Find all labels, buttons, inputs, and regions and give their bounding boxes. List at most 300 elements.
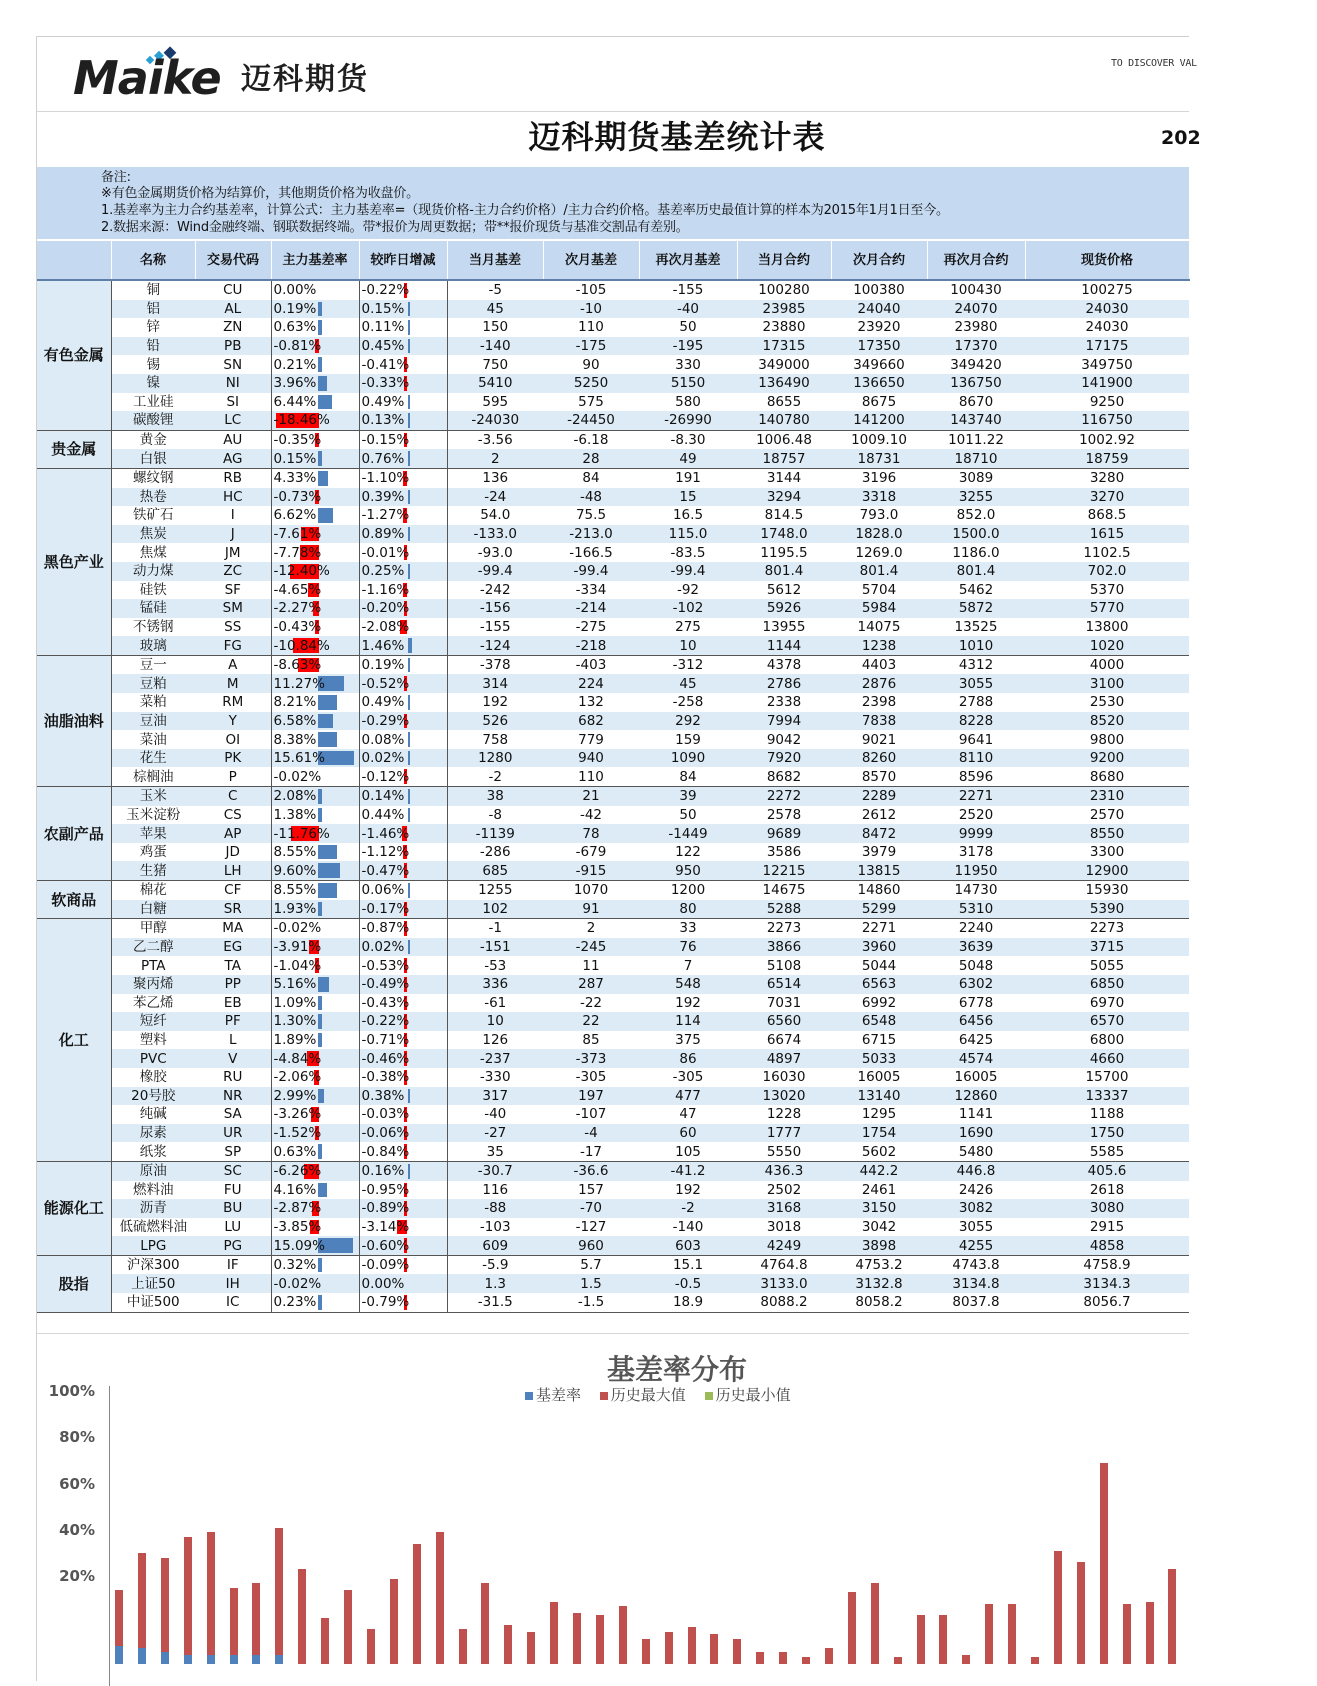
value-cell: 224 xyxy=(578,675,604,692)
value-cell: 78 xyxy=(582,825,600,842)
value-cell: 446.8 xyxy=(956,1163,996,1180)
value-cell: 7920 xyxy=(766,750,802,767)
value-cell: -6.18 xyxy=(573,432,609,449)
hist-max-bar xyxy=(321,1618,329,1664)
daily-change-bar xyxy=(408,451,410,466)
daily-change-cell xyxy=(359,938,447,957)
value-cell: 116750 xyxy=(1025,411,1189,430)
daily-change-bar xyxy=(408,638,412,653)
value-cell: 349000 xyxy=(758,356,810,373)
code-cell: CS xyxy=(195,806,271,825)
hist-max-bar xyxy=(962,1655,970,1664)
basis-rate-value: 1.89% xyxy=(273,1032,317,1049)
basis-rate-value: 1.38% xyxy=(273,806,317,823)
daily-change-value: -0.22% xyxy=(361,1013,410,1030)
value-cell: 86 xyxy=(679,1050,697,1067)
value-cell: -24030 xyxy=(447,411,543,430)
basis-rate-cell xyxy=(271,393,359,412)
basis-rate-value: 15.09% xyxy=(273,1237,325,1254)
basis-rate-bar xyxy=(207,1655,215,1664)
value-cell: 1269.0 xyxy=(855,544,903,561)
table-row xyxy=(37,900,1189,919)
daily-change-cell xyxy=(359,506,447,525)
value-cell: 115.0 xyxy=(668,526,708,543)
basis-rate-value: 2.99% xyxy=(273,1087,317,1104)
value-cell: 3178 xyxy=(958,844,994,861)
basis-rate-cell xyxy=(271,525,359,544)
daily-change-cell xyxy=(359,900,447,919)
hist-max-bar xyxy=(665,1632,673,1664)
basis-rate-value: 0.15% xyxy=(273,450,317,467)
brand-name-en: Maike xyxy=(73,51,221,105)
value-cell: -88 xyxy=(484,1200,507,1217)
basis-distribution-chart xyxy=(37,1333,1189,1682)
table-row xyxy=(37,525,1189,544)
table-row xyxy=(37,975,1189,994)
daily-change-cell xyxy=(359,1087,447,1106)
basis-rate-cell xyxy=(271,1293,359,1312)
basis-rate-cell xyxy=(271,693,359,712)
table-row xyxy=(37,861,1189,880)
value-cell: 292 xyxy=(675,712,701,729)
value-cell: 2273 xyxy=(1089,920,1125,937)
value-cell: 3082 xyxy=(958,1200,994,1217)
daily-change-value: -2.08% xyxy=(361,618,410,635)
value-cell: 136 xyxy=(482,470,509,487)
value-cell: -61 xyxy=(484,994,507,1011)
value-cell: 3133.0 xyxy=(760,1275,808,1292)
value-cell: 18.9 xyxy=(639,1293,737,1312)
value-cell: 405.6 xyxy=(1087,1163,1127,1180)
basis-rate-cell xyxy=(271,468,359,487)
value-cell: -140 xyxy=(672,1218,704,1235)
daily-change-value: 0.45% xyxy=(361,338,405,355)
code-cell: RU xyxy=(195,1068,271,1087)
table-row xyxy=(37,337,1189,356)
basis-rate-value: -10.84% xyxy=(273,637,330,654)
hist-max-bar xyxy=(252,1583,260,1664)
name-cell: 热卷 xyxy=(111,488,195,507)
daily-change-bar xyxy=(408,339,410,354)
column-header: 再次月合约 xyxy=(927,241,1025,280)
value-cell: 3055 xyxy=(958,1218,994,1235)
basis-rate-cell xyxy=(271,1161,359,1180)
value-cell: -26990 xyxy=(639,411,737,430)
daily-change-cell xyxy=(359,1181,447,1200)
table-row xyxy=(37,712,1189,731)
name-cell: 纸浆 xyxy=(111,1142,195,1161)
table-row xyxy=(37,543,1189,562)
name-cell: 苹果 xyxy=(111,824,195,843)
value-cell: 4000 xyxy=(1089,657,1125,674)
value-cell: -245 xyxy=(575,939,607,956)
name-cell: 聚丙烯 xyxy=(111,975,195,994)
basis-rate-bar xyxy=(184,1655,192,1664)
value-cell: 275 xyxy=(675,618,701,635)
basis-rate-bar xyxy=(318,902,322,917)
basis-rate-cell xyxy=(271,1218,359,1237)
daily-change-value: -0.41% xyxy=(361,356,410,373)
value-cell: 595 xyxy=(482,393,509,410)
daily-change-cell xyxy=(359,824,447,843)
daily-change-value: 0.39% xyxy=(361,488,405,505)
value-cell: 143740 xyxy=(927,411,1025,430)
basis-rate-value: -2.87% xyxy=(273,1200,322,1217)
note-line: ※有色金属期货价格为结算价，其他期货价格为收盘价。 xyxy=(101,186,419,201)
basis-rate-cell xyxy=(271,994,359,1013)
hist-max-bar xyxy=(275,1528,283,1664)
table-row xyxy=(37,1293,1189,1312)
value-cell: -17 xyxy=(543,1142,639,1161)
daily-change-value: -0.71% xyxy=(361,1032,410,1049)
daily-change-cell xyxy=(359,994,447,1013)
hist-max-bar xyxy=(436,1532,444,1664)
value-cell: 1750 xyxy=(1089,1125,1125,1142)
name-cell: 螺纹钢 xyxy=(111,468,195,487)
daily-change-cell xyxy=(359,300,447,319)
value-cell: -10 xyxy=(579,300,603,317)
name-cell: 鸡蛋 xyxy=(111,843,195,862)
value-cell: 8228 xyxy=(958,712,994,729)
basis-rate-bar xyxy=(318,714,333,729)
value-cell: 3150 xyxy=(861,1200,897,1217)
basis-rate-value: 9.60% xyxy=(273,862,317,879)
value-cell: 3866 xyxy=(766,939,802,956)
daily-change-cell xyxy=(359,1105,447,1124)
value-cell: 1144 xyxy=(737,636,831,655)
hist-max-bar xyxy=(184,1537,192,1664)
value-cell: 2 xyxy=(586,920,596,937)
basis-rate-value: 0.23% xyxy=(273,1294,317,1311)
name-cell: 锰硅 xyxy=(111,599,195,618)
code-cell: SF xyxy=(195,581,271,600)
name-cell: 低硫燃料油 xyxy=(111,1218,195,1237)
y-tick-label: 100% xyxy=(48,1382,95,1400)
name-cell: 沪深300 xyxy=(111,1255,195,1274)
value-cell: 3979 xyxy=(861,844,897,861)
value-cell: 114 xyxy=(675,1013,701,1030)
basis-rate-value: 2.08% xyxy=(273,788,317,805)
daily-change-cell xyxy=(359,337,447,356)
value-cell: 90 xyxy=(582,356,600,373)
category-cell: 贵金属 xyxy=(37,430,111,468)
value-cell: 105 xyxy=(639,1142,737,1161)
value-cell: 1.3 xyxy=(484,1275,506,1292)
basis-rate-cell xyxy=(271,636,359,655)
value-cell: 960 xyxy=(543,1236,639,1255)
code-cell: LC xyxy=(195,411,271,430)
table-row xyxy=(37,449,1189,468)
value-cell: 39 xyxy=(679,788,697,805)
value-cell: 2570 xyxy=(1089,806,1125,823)
value-cell: 3715 xyxy=(1089,939,1125,956)
value-cell: 9689 xyxy=(766,825,802,842)
code-cell: RM xyxy=(195,693,271,712)
basis-rate-cell xyxy=(271,488,359,507)
basis-rate-cell xyxy=(271,900,359,919)
value-cell: -5 xyxy=(488,282,502,299)
daily-change-value: 0.16% xyxy=(361,1163,405,1180)
value-cell: 12900 xyxy=(1025,861,1189,880)
basis-rate-value: -11.76% xyxy=(273,825,330,842)
value-cell: 6425 xyxy=(958,1032,994,1049)
value-cell: 21 xyxy=(582,788,600,805)
value-cell: 5410 xyxy=(478,375,513,392)
value-cell: 5370 xyxy=(1089,581,1125,598)
daily-change-cell xyxy=(359,1274,447,1293)
y-tick-label: 40% xyxy=(59,1521,95,1539)
value-cell: 314 xyxy=(482,675,509,692)
table-row xyxy=(37,1181,1189,1200)
name-cell: 纯碱 xyxy=(111,1105,195,1124)
basis-rate-cell xyxy=(271,1087,359,1106)
basis-rate-value: -2.06% xyxy=(273,1069,322,1086)
daily-change-value: 0.06% xyxy=(361,882,405,899)
value-cell: -305 xyxy=(672,1069,704,1086)
value-cell: 8655 xyxy=(766,393,802,410)
table-row xyxy=(37,411,1189,430)
value-cell: 24070 xyxy=(954,300,998,317)
table-row xyxy=(37,1161,1189,1180)
value-cell: 1090 xyxy=(670,750,706,767)
value-cell: 91 xyxy=(543,900,639,919)
value-cell: 2461 xyxy=(861,1181,897,1198)
value-cell: 3134.3 xyxy=(1083,1275,1131,1292)
code-cell: M xyxy=(195,674,271,693)
category-cell: 股指 xyxy=(37,1255,111,1312)
daily-change-cell xyxy=(359,674,447,693)
value-cell: 13800 xyxy=(1085,618,1129,635)
basis-rate-cell xyxy=(271,1068,359,1087)
daily-change-value: -0.17% xyxy=(361,900,410,917)
value-cell: 54.0 xyxy=(480,507,511,524)
value-cell: 9999 xyxy=(958,825,994,842)
value-cell: -258 xyxy=(672,694,704,711)
value-cell: -312 xyxy=(672,657,704,674)
value-cell: -140 xyxy=(479,338,511,355)
hist-max-bar xyxy=(756,1652,764,1664)
value-cell: 2310 xyxy=(1089,788,1125,805)
value-cell: 2502 xyxy=(766,1181,802,1198)
value-cell: 6674 xyxy=(766,1032,802,1049)
value-cell: 102 xyxy=(447,900,543,919)
value-cell: -1.5 xyxy=(543,1293,639,1312)
daily-change-bar xyxy=(408,1164,410,1179)
daily-change-cell xyxy=(359,280,447,300)
table-row xyxy=(37,994,1189,1013)
value-cell: 14860 xyxy=(857,882,901,899)
value-cell: -124 xyxy=(447,636,543,655)
value-cell: 18759 xyxy=(1025,449,1189,468)
name-cell: PVC xyxy=(111,1049,195,1068)
value-cell: 159 xyxy=(675,731,701,748)
basis-rate-value: -4.65% xyxy=(273,581,322,598)
daily-change-cell xyxy=(359,975,447,994)
value-cell: -156 xyxy=(479,600,511,617)
code-cell: IF xyxy=(195,1255,271,1274)
daily-change-cell xyxy=(359,730,447,749)
daily-change-value: -0.95% xyxy=(361,1181,410,1198)
hist-max-bar xyxy=(550,1602,558,1664)
value-cell: -102 xyxy=(672,600,704,617)
legend-label: 历史最大值 xyxy=(610,1386,686,1404)
table-row xyxy=(37,393,1189,412)
basis-rate-bar xyxy=(318,508,333,523)
daily-change-bar xyxy=(408,751,410,766)
value-cell: 2272 xyxy=(766,788,802,805)
value-cell: -8.30 xyxy=(670,432,706,449)
basis-rate-cell xyxy=(271,300,359,319)
value-cell: 15 xyxy=(679,488,697,505)
basis-rate-bar xyxy=(252,1655,260,1664)
code-cell: LU xyxy=(195,1218,271,1237)
value-cell: 1280 xyxy=(478,750,513,767)
daily-change-value: -0.87% xyxy=(361,920,410,937)
table-row xyxy=(37,430,1189,449)
table-row xyxy=(37,1012,1189,1031)
value-cell: 136650 xyxy=(853,375,905,392)
basis-rate-bar xyxy=(138,1648,146,1664)
value-cell: 100280 xyxy=(758,282,810,299)
report-sheet xyxy=(36,36,1201,1681)
basis-rate-value: 4.16% xyxy=(273,1181,317,1198)
value-cell: 349660 xyxy=(853,356,905,373)
value-cell: 11950 xyxy=(927,861,1025,880)
value-cell: 110 xyxy=(543,767,639,786)
table-row xyxy=(37,1105,1189,1124)
value-cell: 2338 xyxy=(766,694,802,711)
column-header: 现货价格 xyxy=(1025,241,1189,280)
hist-max-bar xyxy=(298,1569,306,1664)
basis-rate-value: 8.21% xyxy=(273,694,317,711)
table-row xyxy=(37,581,1189,600)
basis-rate-cell xyxy=(271,374,359,393)
y-tick-label: 80% xyxy=(59,1428,95,1446)
value-cell: 100275 xyxy=(1081,282,1133,299)
value-cell: 5984 xyxy=(861,600,897,617)
daily-change-cell xyxy=(359,543,447,562)
value-cell: -175 xyxy=(575,338,607,355)
value-cell: 5390 xyxy=(1025,900,1189,919)
daily-change-cell xyxy=(359,1255,447,1274)
value-cell: 5770 xyxy=(1089,600,1125,617)
table-header-row xyxy=(37,241,1189,280)
daily-change-value: -0.84% xyxy=(361,1143,410,1160)
value-cell: 3318 xyxy=(861,488,897,505)
value-cell: -41.2 xyxy=(670,1163,706,1180)
name-cell: 20号胶 xyxy=(111,1087,195,1106)
value-cell: 2271 xyxy=(958,788,994,805)
code-cell: V xyxy=(195,1049,271,1068)
value-cell: 6715 xyxy=(861,1032,897,1049)
basis-rate-cell xyxy=(271,843,359,862)
basis-rate-value: 0.19% xyxy=(273,300,317,317)
basis-rate-bar xyxy=(318,471,328,486)
code-cell: PP xyxy=(195,975,271,994)
daily-change-value: -1.12% xyxy=(361,844,410,861)
code-cell: I xyxy=(195,506,271,525)
basis-rate-value: 3.96% xyxy=(273,375,317,392)
value-cell: 3168 xyxy=(766,1200,802,1217)
value-cell: 1006.48 xyxy=(756,432,812,449)
basis-rate-cell xyxy=(271,562,359,581)
basis-rate-cell xyxy=(271,787,359,806)
value-cell: 4743.8 xyxy=(952,1257,1000,1274)
basis-rate-value: 8.38% xyxy=(273,731,317,748)
daily-change-value: -0.43% xyxy=(361,994,410,1011)
code-cell: UR xyxy=(195,1124,271,1143)
basis-rate-value: -4.84% xyxy=(273,1050,322,1067)
table-row xyxy=(37,749,1189,768)
value-cell: 1002.92 xyxy=(1079,432,1135,449)
value-cell: 8570 xyxy=(831,767,927,786)
value-cell: 136750 xyxy=(950,375,1002,392)
value-cell: 5480 xyxy=(927,1142,1025,1161)
basis-rate-bar xyxy=(318,695,337,710)
daily-change-cell xyxy=(359,393,447,412)
value-cell: -24450 xyxy=(543,411,639,430)
value-cell: -275 xyxy=(575,618,607,635)
value-cell: 4403 xyxy=(861,657,897,674)
value-cell: 2398 xyxy=(861,694,897,711)
name-cell: LPG xyxy=(111,1236,195,1255)
value-cell: 1010 xyxy=(927,636,1025,655)
value-cell: 580 xyxy=(675,393,701,410)
value-cell: 2612 xyxy=(861,806,897,823)
value-cell: 349750 xyxy=(1081,356,1133,373)
chart-title: 基差率分布 xyxy=(606,1353,747,1386)
value-cell: 2786 xyxy=(766,675,802,692)
basis-rate-value: 0.32% xyxy=(273,1257,317,1274)
basis-rate-value: 0.00% xyxy=(273,282,317,299)
daily-change-value: -0.79% xyxy=(361,1294,410,1311)
value-cell: 8682 xyxy=(737,767,831,786)
basis-rate-cell xyxy=(271,618,359,637)
value-cell: 5044 xyxy=(861,957,897,974)
value-cell: 24030 xyxy=(1085,319,1129,336)
name-cell: 焦炭 xyxy=(111,525,195,544)
value-cell: 4574 xyxy=(958,1050,994,1067)
value-cell: -242 xyxy=(479,581,511,598)
code-cell: AL xyxy=(195,300,271,319)
value-cell: 7838 xyxy=(861,712,897,729)
value-cell: 1754 xyxy=(861,1125,897,1142)
daily-change-cell xyxy=(359,956,447,975)
hist-max-bar xyxy=(894,1657,902,1664)
code-cell: Y xyxy=(195,712,271,731)
name-cell: 苯乙烯 xyxy=(111,994,195,1013)
hist-max-bar xyxy=(504,1625,512,1664)
code-cell: JM xyxy=(195,543,271,562)
value-cell: -99.4 xyxy=(670,563,706,580)
value-cell: 14075 xyxy=(857,618,901,635)
daily-change-value: 0.14% xyxy=(361,788,405,805)
value-cell: 2289 xyxy=(861,788,897,805)
value-cell: 868.5 xyxy=(1087,507,1127,524)
value-cell: -2 xyxy=(681,1200,695,1217)
daily-change-value: 0.11% xyxy=(361,319,405,336)
value-cell: -151 xyxy=(479,939,511,956)
value-cell: 47 xyxy=(679,1106,697,1123)
value-cell: 5250 xyxy=(573,375,609,392)
value-cell: 3586 xyxy=(766,844,802,861)
basis-rate-cell xyxy=(271,712,359,731)
value-cell: 126 xyxy=(482,1032,509,1049)
daily-change-value: -3.14% xyxy=(361,1218,410,1235)
value-cell: 3300 xyxy=(1089,844,1125,861)
code-cell: SC xyxy=(195,1161,271,1180)
daily-change-value: 0.38% xyxy=(361,1087,405,1104)
